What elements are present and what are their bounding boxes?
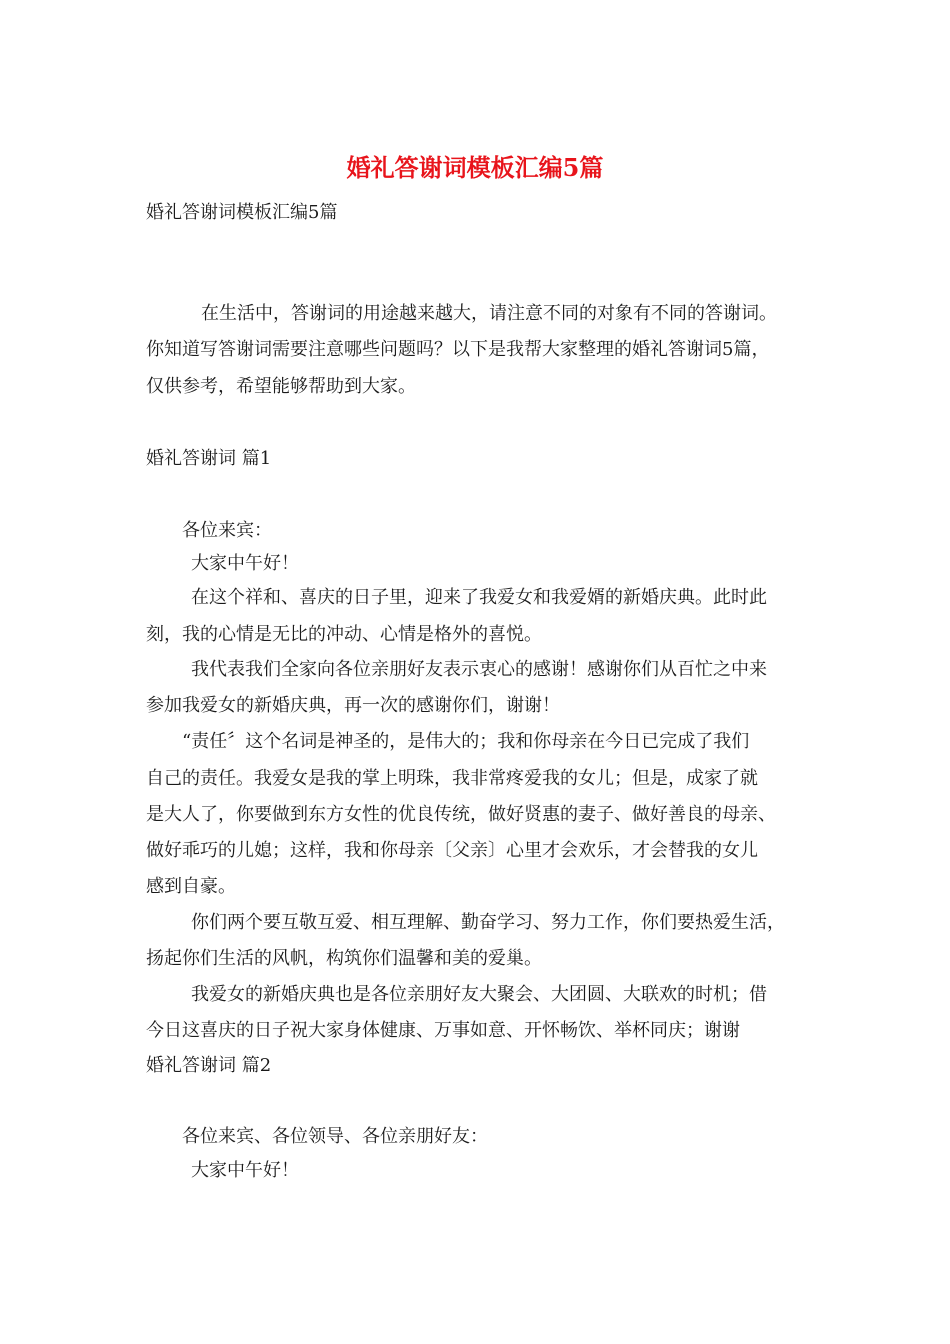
body-line: 刻，我的心情是无比的冲动、心情是格外的喜悦。 — [146, 624, 542, 645]
body-line: 我爱女的新婚庆典也是各位亲朋好友大聚会、大团圆、大联欢的时机；借 — [191, 984, 767, 1005]
section-heading: 婚礼答谢词 篇2 — [146, 1055, 272, 1076]
intro-line: 仅供参考，希望能够帮助到大家。 — [146, 376, 416, 397]
document-subtitle: 婚礼答谢词模板汇编5篇 — [146, 202, 338, 223]
body-line: 你们两个要互敬互爱、相互理解、勤奋学习、努力工作，你们要热爱生活， — [191, 912, 785, 933]
body-line: 做好乖巧的儿媳；这样，我和你母亲〔父亲〕心里才会欢乐，才会替我的女儿 — [146, 840, 758, 861]
body-line: “责任〞这个名词是神圣的，是伟大的；我和你母亲在今日已完成了我们 — [182, 731, 750, 752]
intro-line: 你知道写答谢词需要注意哪些问题吗？以下是我帮大家整理的婚礼答谢词5篇， — [146, 339, 770, 360]
intro-line: 在生活中，答谢词的用途越来越大，请注意不同的对象有不同的答谢词。 — [201, 303, 777, 324]
section-heading: 婚礼答谢词 篇1 — [146, 448, 272, 469]
body-line: 大家中午好！ — [191, 553, 299, 574]
body-line: 参加我爱女的新婚庆典，再一次的感谢你们，谢谢！ — [146, 695, 560, 716]
body-line: 在这个祥和、喜庆的日子里，迎来了我爱女和我爱婿的新婚庆典。此时此 — [191, 587, 767, 608]
document-title: 婚礼答谢词模板汇编5篇 — [346, 153, 604, 182]
body-line: 各位来宾： — [182, 520, 272, 541]
body-line: 我代表我们全家向各位亲朋好友表示衷心的感谢！感谢你们从百忙之中来 — [191, 659, 767, 680]
body-line: 大家中午好！ — [191, 1160, 299, 1181]
body-line: 扬起你们生活的风帆，构筑你们温馨和美的爱巢。 — [146, 948, 542, 969]
body-line: 自己的责任。我爱女是我的掌上明珠，我非常疼爱我的女儿；但是，成家了就 — [146, 768, 758, 789]
body-line: 各位来宾、各位领导、各位亲朋好友： — [182, 1126, 488, 1147]
body-line: 是大人了，你要做到东方女性的优良传统，做好贤惠的妻子、做好善良的母亲、 — [146, 804, 776, 825]
body-line: 今日这喜庆的日子祝大家身体健康、万事如意、开怀畅饮、举杯同庆；谢谢 — [146, 1020, 740, 1041]
body-line: 感到自豪。 — [146, 876, 236, 897]
